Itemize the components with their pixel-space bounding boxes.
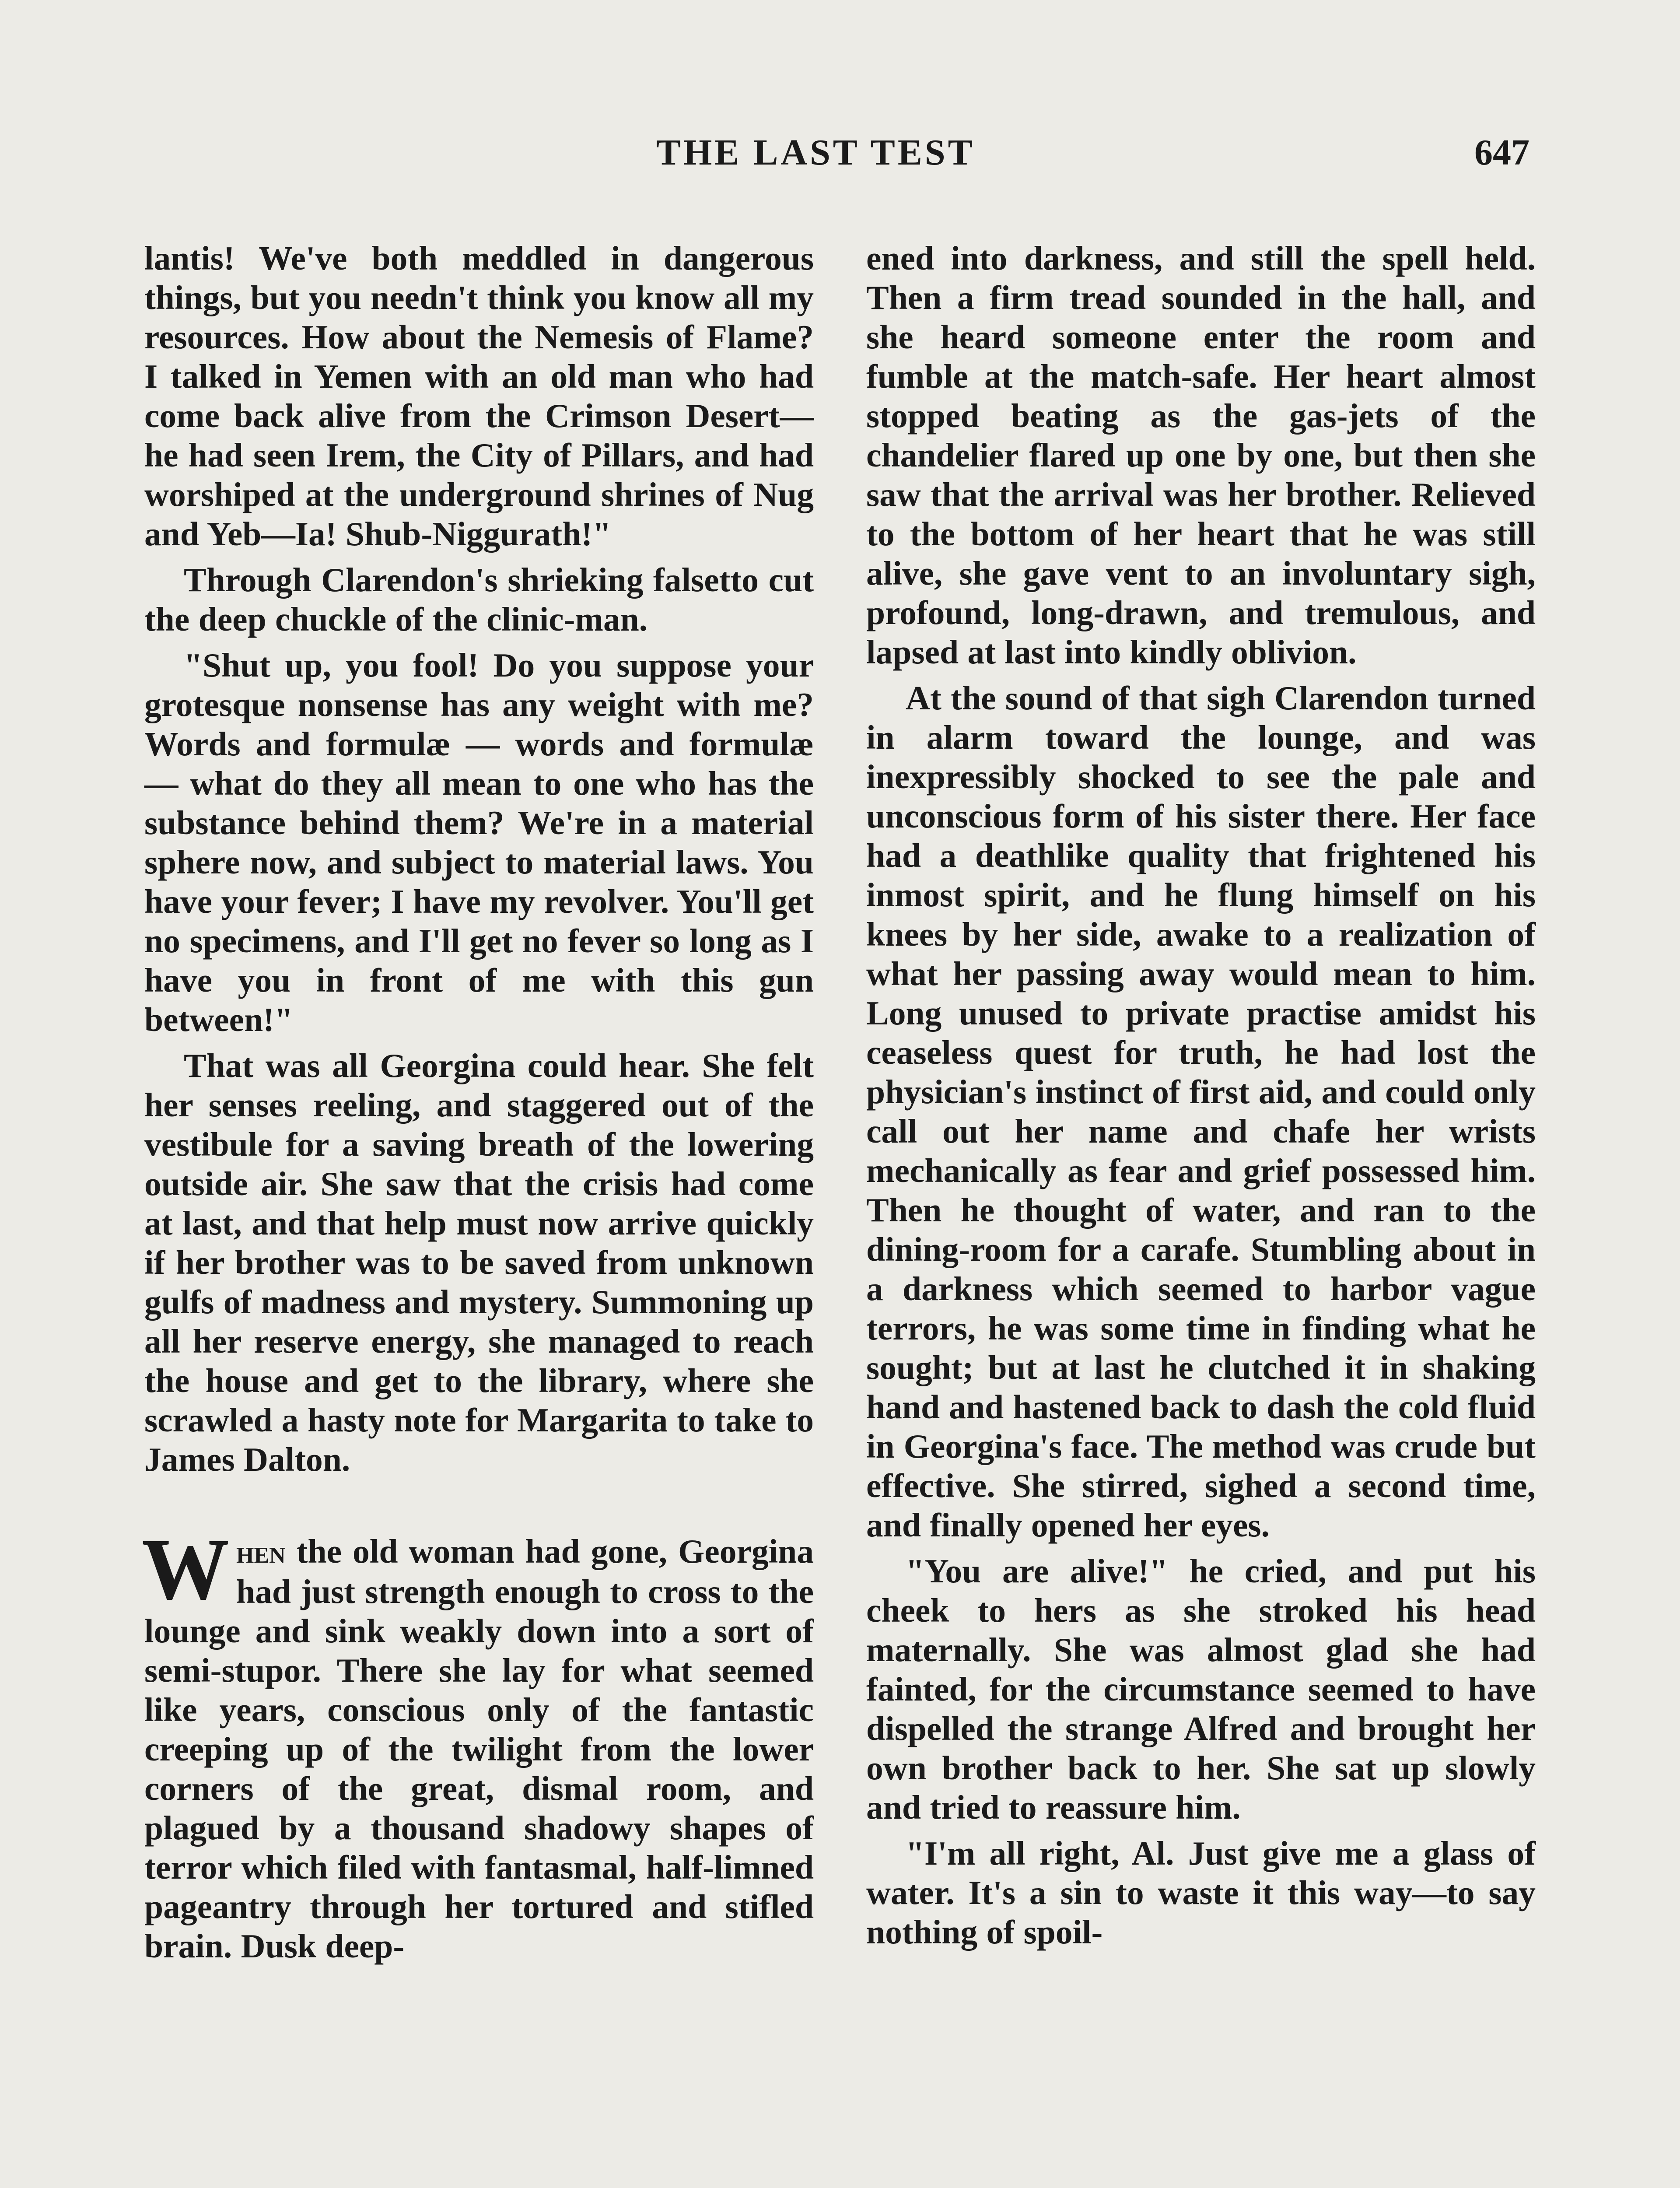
paragraph: That was all Georgina could hear. She felt her senses reeling, and staggered out of the vestibule for a saving breath of the lowering outside air. She saw that the crisis had come at last, and that help must now arrive quickly if her brother was to be saved from unknown gulfs of madness and mystery. Summoning up all her reserve energy, she managed to reach the house and get to the library, where she scrawled a hasty note for Margarita to take to James Dalton. <box>144 1047 814 1478</box>
paragraph: At the sound of that sigh Clarendon turned in alarm toward the lounge, and was inexpressibly shocked to see the pale and unconscious form of his sister there. Her face had a deathlike quality that frightened his inmost spirit, and he flung himself on his knees by her side, awake to a realization of what her passing away would mean to him. Long unused to private practise amidst his ceaseless quest for truth, he had lost the physician's instinct of first aid, and could only call out her name and chafe her wrists mechanically as fear and grief possessed him. Then he thought of water, and ran to the dining-room for a carafe. Stumbling about in a darkness which seemed to harbor vague terrors, he was some time in finding what he sought; but at last he clutched it in shaking hand and hastened back to dash the cold fluid in Georgina's face. The method was crude but effective. She stirred, sighed a second time, and finally opened her eyes. <box>866 679 1536 1544</box>
paragraph: ened into darkness, and still the spell held. Then a firm tread sounded in the hall, and she heard someone enter the room and fumble at the match-safe. Her heart almost stopped beating as the gas-jets of the chandelier flared up one by one, but then she saw that the arrival was her brother. Relieved to the bottom of her heart that he was still alive, she gave vent to an involuntary sigh, profound, long-drawn, and tremulous, and lapsed at last into kindly oblivion. <box>866 239 1536 671</box>
paragraph-text: the old woman had gone, Georgina had just strength enough to cross to the lounge and sink weakly down into a sort of semi-stupor. There she lay for what seemed like years, conscious only of the fantastic creeping up of the twilight from the lower corners of the great, dismal room, and plagued by a thousand shadowy shapes of terror which filed with fantasmal, half-limned pageantry through her tortured and stifled brain. Dusk deep- <box>144 1532 814 1965</box>
section-start-paragraph <box>142 1521 814 1966</box>
small-caps-lead: hen <box>236 1534 286 1570</box>
paragraph: "I'm all right, Al. Just give me a glass of water. It's a sin to waste it this way—to say nothing of spoil- <box>866 1834 1536 1951</box>
page-number: 647 <box>1474 132 1530 173</box>
running-title: THE LAST TEST <box>656 132 975 173</box>
paragraph: Through Clarendon's shrieking falsetto cut the deep chuckle of the clinic-man. <box>144 561 814 638</box>
paragraph: "You are alive!" he cried, and put his cheek to hers as she stroked his head maternally. She was almost glad she had fainted, for the circumstance seemed to have dispelled the strange Alfred and brought her own brother back to her. She sat up slowly and tried to reassure him. <box>866 1552 1536 1826</box>
drop-cap: W <box>142 1521 229 1618</box>
paragraph: "Shut up, you fool! Do you suppose your grotesque nonsense has any weight with me? Words and formulæ — words and formulæ — what do they all mean to one who has the substance behind them? We're in a material sphere now, and subject to material laws. You have your fever; I have my revolver. You'll get no specimens, and I'll get no fever so long as I have you in front of me with this gun between!" <box>144 646 814 1038</box>
left-column <box>144 238 814 1972</box>
paragraph: lantis! We've both meddled in dangerous things, but you needn't think you know all my resources. How about the Nemesis of Flame? I talked in Yemen with an old man who had come back alive from the Crimson Desert—he had seen Irem, the City of Pillars, and had worshiped at the underground shrines of Nug and Yeb—Ia! Shub-Niggurath!" <box>144 239 814 553</box>
page-header <box>0 131 1680 179</box>
right-column <box>866 238 1536 1958</box>
